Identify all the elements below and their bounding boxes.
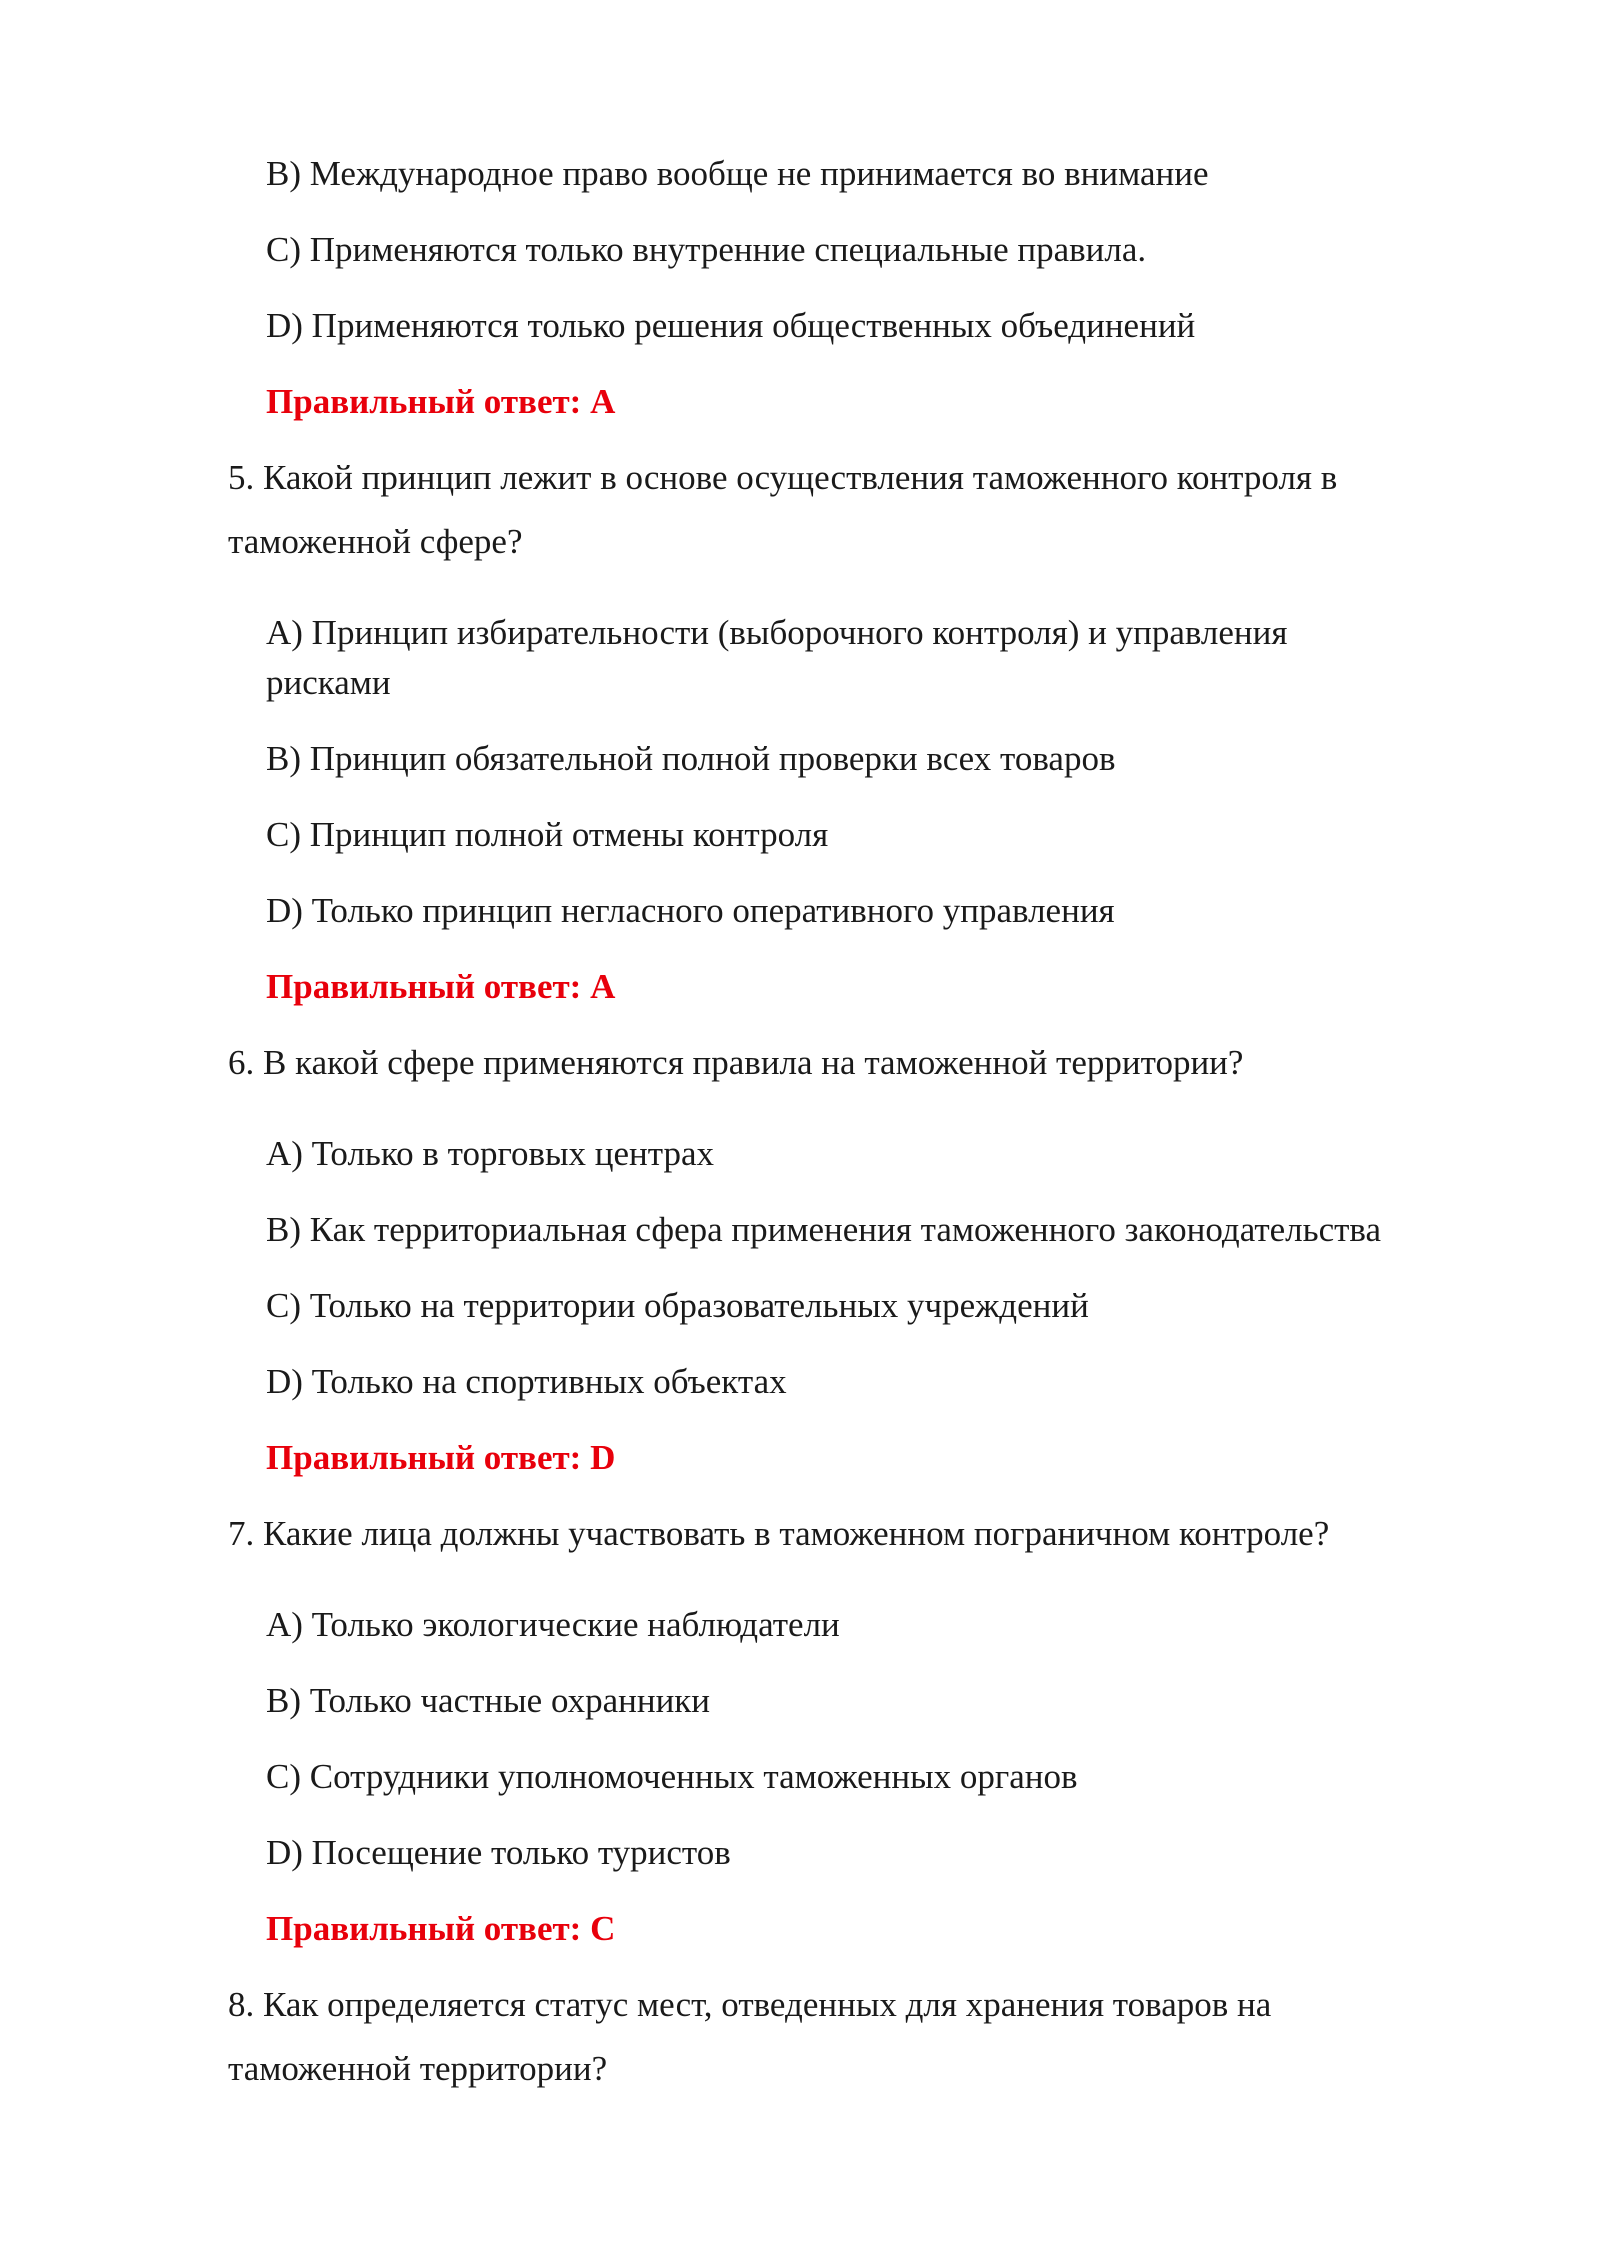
option-d: D) Посещение только туристов [266,1833,731,1872]
correct-answer: Правильный ответ: D [266,1438,616,1477]
option-c: C) Только на территории образовательных учреждений [266,1286,1089,1325]
option-d: D) Только принцип негласного оперативного управления [266,891,1115,930]
option-b: B) Как территориальная сфера применения таможенного законодательства [266,1210,1382,1249]
question-text: 8. Как определяется статус мест, отведенных для хранения товаров на [228,1985,1272,2024]
option-b: B) Международное право вообще не принимается во внимание [266,154,1209,193]
question-text: 7. Какие лица должны участвовать в таможенном пограничном контроле? [228,1514,1330,1553]
question-text: таможенной сфере? [228,522,523,561]
option-c: C) Применяются только внутренние специальные правила. [266,230,1147,269]
correct-answer: Правильный ответ: A [266,382,616,421]
correct-answer: Правильный ответ: C [266,1909,616,1948]
option-b: B) Принцип обязательной полной проверки всех товаров [266,739,1116,778]
option-a: A) Принцип избирательности (выборочного контроля) и управления [266,613,1288,652]
option-d: D) Применяются только решения общественных объединений [266,306,1196,345]
option-d: D) Только на спортивных объектах [266,1362,787,1401]
option-a-continued: рисками [266,663,391,702]
option-a: A) Только экологические наблюдатели [266,1605,840,1644]
option-c: C) Принцип полной отмены контроля [266,815,829,854]
question-text: 5. Какой принцип лежит в основе осуществления таможенного контроля в [228,458,1338,497]
option-b: B) Только частные охранники [266,1681,711,1720]
question-text: 6. В какой сфере применяются правила на таможенной территории? [228,1043,1244,1082]
correct-answer: Правильный ответ: A [266,967,616,1006]
question-text: таможенной территории? [228,2049,608,2088]
option-c: C) Сотрудники уполномоченных таможенных органов [266,1757,1078,1796]
option-a: A) Только в торговых центрах [266,1134,715,1173]
